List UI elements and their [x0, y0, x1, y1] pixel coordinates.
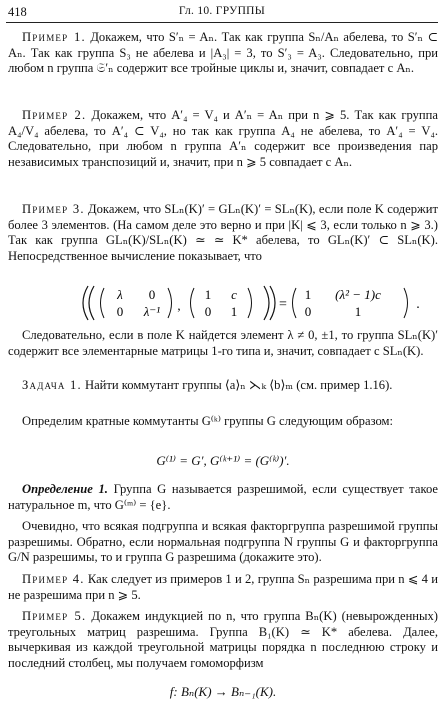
matrix-r-12: (λ² − 1)c: [335, 287, 381, 302]
solvable-properties-paragraph: Очевидно, что всякая подгруппа и всякая факторгруппа разрешимой группы разрешимы. Обратно, если нормальная подгруппа N группы G и факторгруппа G/N разрешимы, то и группа G разрешима (докажите это).: [8, 519, 438, 565]
example-label: Пример 1.: [22, 30, 86, 44]
matrix-separator: ,: [177, 298, 181, 313]
exercise-label: Задача 1.: [22, 378, 82, 392]
example-1: [8, 30, 438, 77]
multiple-commutants-paragraph: Определим кратные коммутанты G⁽ᵏ⁾ группы G следующим образом:: [22, 414, 393, 428]
example-2: [8, 108, 438, 170]
running-header: [6, 4, 438, 23]
matrix-formula: [8, 284, 438, 322]
example-text: Докажем, что SLₙ(K)′ = GLₙ(K)′ = SLₙ(K), если поле K содержит более 3 элементов. (На самом деле это верно и при |K| ⩽ 3, если только n ⩾ 3.) Так как группа GLₙ(K)/SLₙ(K) ≃ ≃ K* абелева, то GLₙ(K)′ ⊂ SLₙ(K). Непосредственное вычисление показывает, что: [8, 202, 439, 263]
example-5: [8, 609, 438, 671]
matrix-period: .: [416, 297, 420, 312]
page-number: 418: [8, 5, 27, 19]
example-label: Пример 5.: [22, 609, 87, 623]
commutant-formula: G⁽¹⁾ = G′, G⁽ᵏ⁺¹⁾ = (G⁽ᵏ⁾)′.: [156, 453, 290, 468]
matrix-b-12: c: [231, 287, 237, 302]
matrix-b-11: 1: [204, 287, 212, 302]
definition-1: [8, 482, 438, 513]
example-label: Пример 4.: [22, 572, 85, 586]
matrix-r-21: 0: [304, 304, 312, 319]
definition-text: Группа G называется разрешимой, если существует такое натуральное m, что G⁽ᵐ⁾ = {e}.: [8, 482, 438, 512]
matrix-a-22: λ⁻¹: [143, 304, 161, 319]
matrix-a-12: 0: [148, 287, 156, 302]
matrix-r-22: 1: [354, 304, 362, 319]
example-text: Докажем, что S′ₙ = Aₙ. Так как группа Sₙ/Aₙ абелева, то S′ₙ ⊂ Aₙ. Так как группа S₃ не абелева и |A₃| = 3, то S′₃ = A₃. Следовательно, при любом n группа 𝔖′ₙ содержит все тройные циклы и, значит, совпадает с Aₙ.: [8, 30, 438, 76]
example-3: [8, 202, 438, 264]
homomorphism-formula: f: Bₙ(K) → Bₙ₋₁(K).: [169, 684, 277, 699]
example-label: Пример 3.: [22, 202, 85, 216]
example-label: Пример 2.: [22, 108, 87, 122]
example-text: Докажем, что A′₄ = V₄ и A′ₙ = Aₙ при n ⩾ 5. Так как группа A₄/V₄ абелева, то A′₄ ⊂ V₄, но так как группа A₄ не абелева, то A′₄ = V₄. Следовательно, при любом n группа A′ₙ содержит все произведения пар независимых транспозиций и, значит, при n ⩾ 5 совпадает с Aₙ.: [8, 108, 439, 169]
matrix-identity: [8, 284, 438, 322]
exercise-text: Найти коммутант группы ⟨a⟩ₙ ⋋ₖ ⟨b⟩ₘ (см. пример 1.16).: [84, 378, 393, 392]
example-4: [8, 572, 438, 603]
matrix-b-22: 1: [230, 304, 238, 319]
matrix-r-11: 1: [304, 287, 312, 302]
exercise-1: [8, 378, 438, 394]
example-text: Как следует из примеров 1 и 2, группа Sₙ разрешима при n ⩽ 4 и не разрешима при n ⩾ 5.: [8, 572, 438, 602]
matrix-a-11: λ: [117, 287, 123, 302]
chapter-title: Гл. 10. ГРУППЫ: [178, 5, 266, 17]
example-text: Докажем индукцией по n, что группа Bₙ(K) (невырожденных) треугольных матриц разрешима. Группа B₁(K) ≃ K* абелева. Далее, вычеркивая из каждой треугольной матрицы порядка n последнюю строку и последний столбец, мы получаем гомоморфизм: [8, 609, 439, 670]
definition-label: Определение 1.: [22, 482, 108, 496]
matrix-equals: =: [279, 297, 287, 312]
matrix-b-21: 0: [204, 304, 212, 319]
matrix-a-21: 0: [116, 304, 124, 319]
conclusion-paragraph: Следовательно, если в поле K найдется элемент λ ≠ 0, ±1, то группа SLₙ(K)′ содержит все элементарные матрицы 1-го типа и, значит, совпадает с SLₙ(K).: [8, 328, 438, 358]
